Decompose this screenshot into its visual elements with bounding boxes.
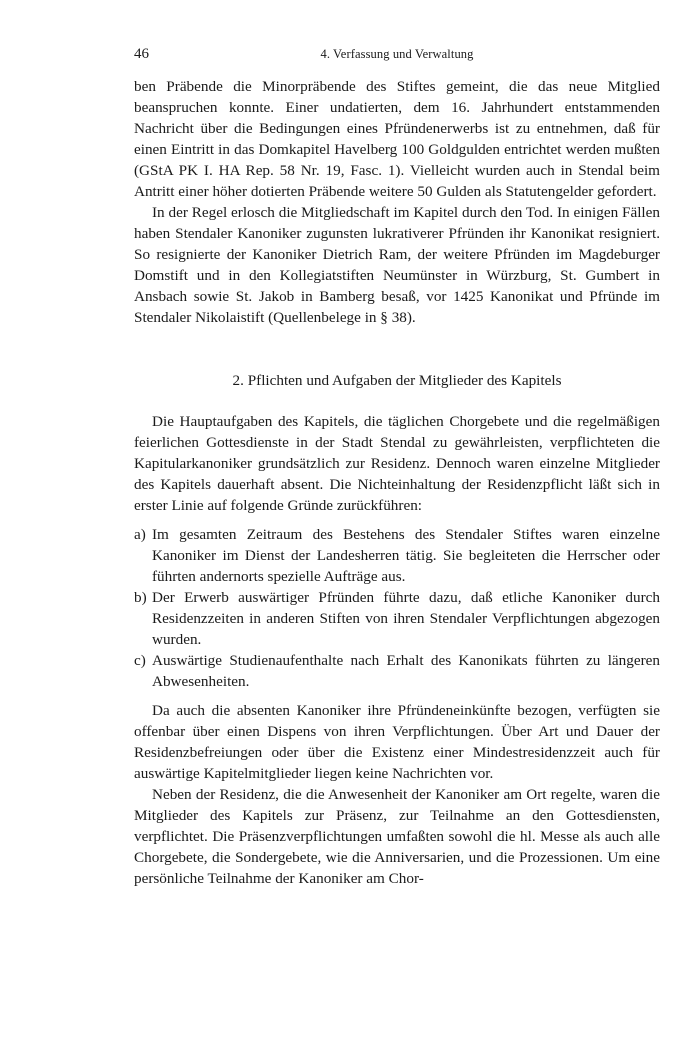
list-item	[134, 524, 660, 587]
paragraph-dispensation: Da auch die absenten Kanoniker ihre Pfründeneinkünfte bezogen, verfügten sie offenbar über einen Dispens von ihren Verpflichtungen. Über Art und Dauer der Residenzbefreiungen oder über die Existenz einer Mindestresidenzzeit auch für auswärtige Kapitelmitglieder liegen keine Nachrichten vor.	[134, 702, 660, 782]
list-item-text: Der Erwerb auswärtiger Pfründen führte dazu, daß etliche Kanoniker durch Residenzzeiten in anderen Stiften von ihren Stendaler Verpflichtungen abgezogen wurden.	[152, 589, 660, 648]
list-item	[134, 587, 660, 650]
list-marker: c)	[134, 652, 146, 669]
paragraph-membership-end: In der Regel erlosch die Mitgliedschaft im Kapitel durch den Tod. In einigen Fällen haben Stendaler Kanoniker zugunsten lukrativerer Pfründen ihr Kanonikat resigniert. So resignierte der Kanoniker Dietrich Ram, der weitere Pfründen im Magdeburger Domstift und in den Kollegiatstiften Neumünster in Würzburg, St. Gumbert in Ansbach sowie St. Jakob in Bamberg besaß, vor 1425 Kanonikat und Pfründe im Stendaler Nikolaistift (Quellenbelege in § 38).	[134, 204, 660, 326]
paragraph-continued: ben Präbende die Minorpräbende des Stiftes gemeint, die das neue Mitglied beanspruchen konnte. Einer undatierten, dem 16. Jahrhundert entstammenden Nachricht über die Bedingungen eines Pfründenerwerbs ist zu entnehmen, daß für einen Eintritt in das Domkapitel Havelberg 100 Goldgulden entrichtet werden mußten (GStA PK I. HA Rep. 58 Nr. 19, Fasc. 1). Vielleicht wurden auch in Stendal beim Antritt einer höher dotierten Präbende weitere 50 Gulden als Statutengelder gefordert.	[134, 78, 660, 200]
running-head	[134, 46, 660, 66]
list-item	[134, 650, 660, 692]
paragraph-presence: Neben der Residenz, die die Anwesenheit der Kanoniker am Ort regelte, waren die Mitglieder des Kapitels zur Präsenz, zur Teilnahme an den Gottesdiensten, verpflichtet. Die Präsenzverpflichtungen umfaßten sowohl die hl. Messe als auch alle Chorgebete, die Sondergebete, wie die Anniversarien, und die Prozessionen. Um eine persönliche Teilnahme der Kanoniker am Chor-	[134, 786, 660, 887]
list-marker: b)	[134, 589, 147, 606]
list-item-text: Im gesamten Zeitraum des Bestehens des Stendaler Stiftes waren einzelne Kanoniker im Dienst der Landesherren tätig. Sie begleiteten die Herrscher oder führten andernorts spezielle Aufträge aus.	[152, 526, 660, 585]
list-item-text: Auswärtige Studienaufenthalte nach Erhalt des Kanonikats führten zu längeren Abwesenheiten.	[152, 652, 660, 690]
section-heading: 2. Pflichten und Aufgaben der Mitglieder des Kapitels	[232, 372, 562, 389]
paragraph-section-intro: Die Hauptaufgaben des Kapitels, die täglichen Chorgebete und die regelmäßigen feierlichen Gottesdienste in der Stadt Stendal zu gewährleisten, verpflichteten die Kapitularkanoniker grundsätzlich zur Residenz. Dennoch waren einzelne Mitglieder des Kapitels dauerhaft absent. Die Nichteinhaltung der Residenzpflicht läßt sich in erster Linie auf folgende Gründe zurückführen:	[134, 413, 660, 514]
body-text	[134, 76, 660, 889]
running-title: 4. Verfassung und Verwaltung	[320, 47, 474, 61]
reasons-list	[134, 524, 660, 692]
page-number: 46	[134, 46, 149, 62]
list-marker: a)	[134, 526, 146, 543]
